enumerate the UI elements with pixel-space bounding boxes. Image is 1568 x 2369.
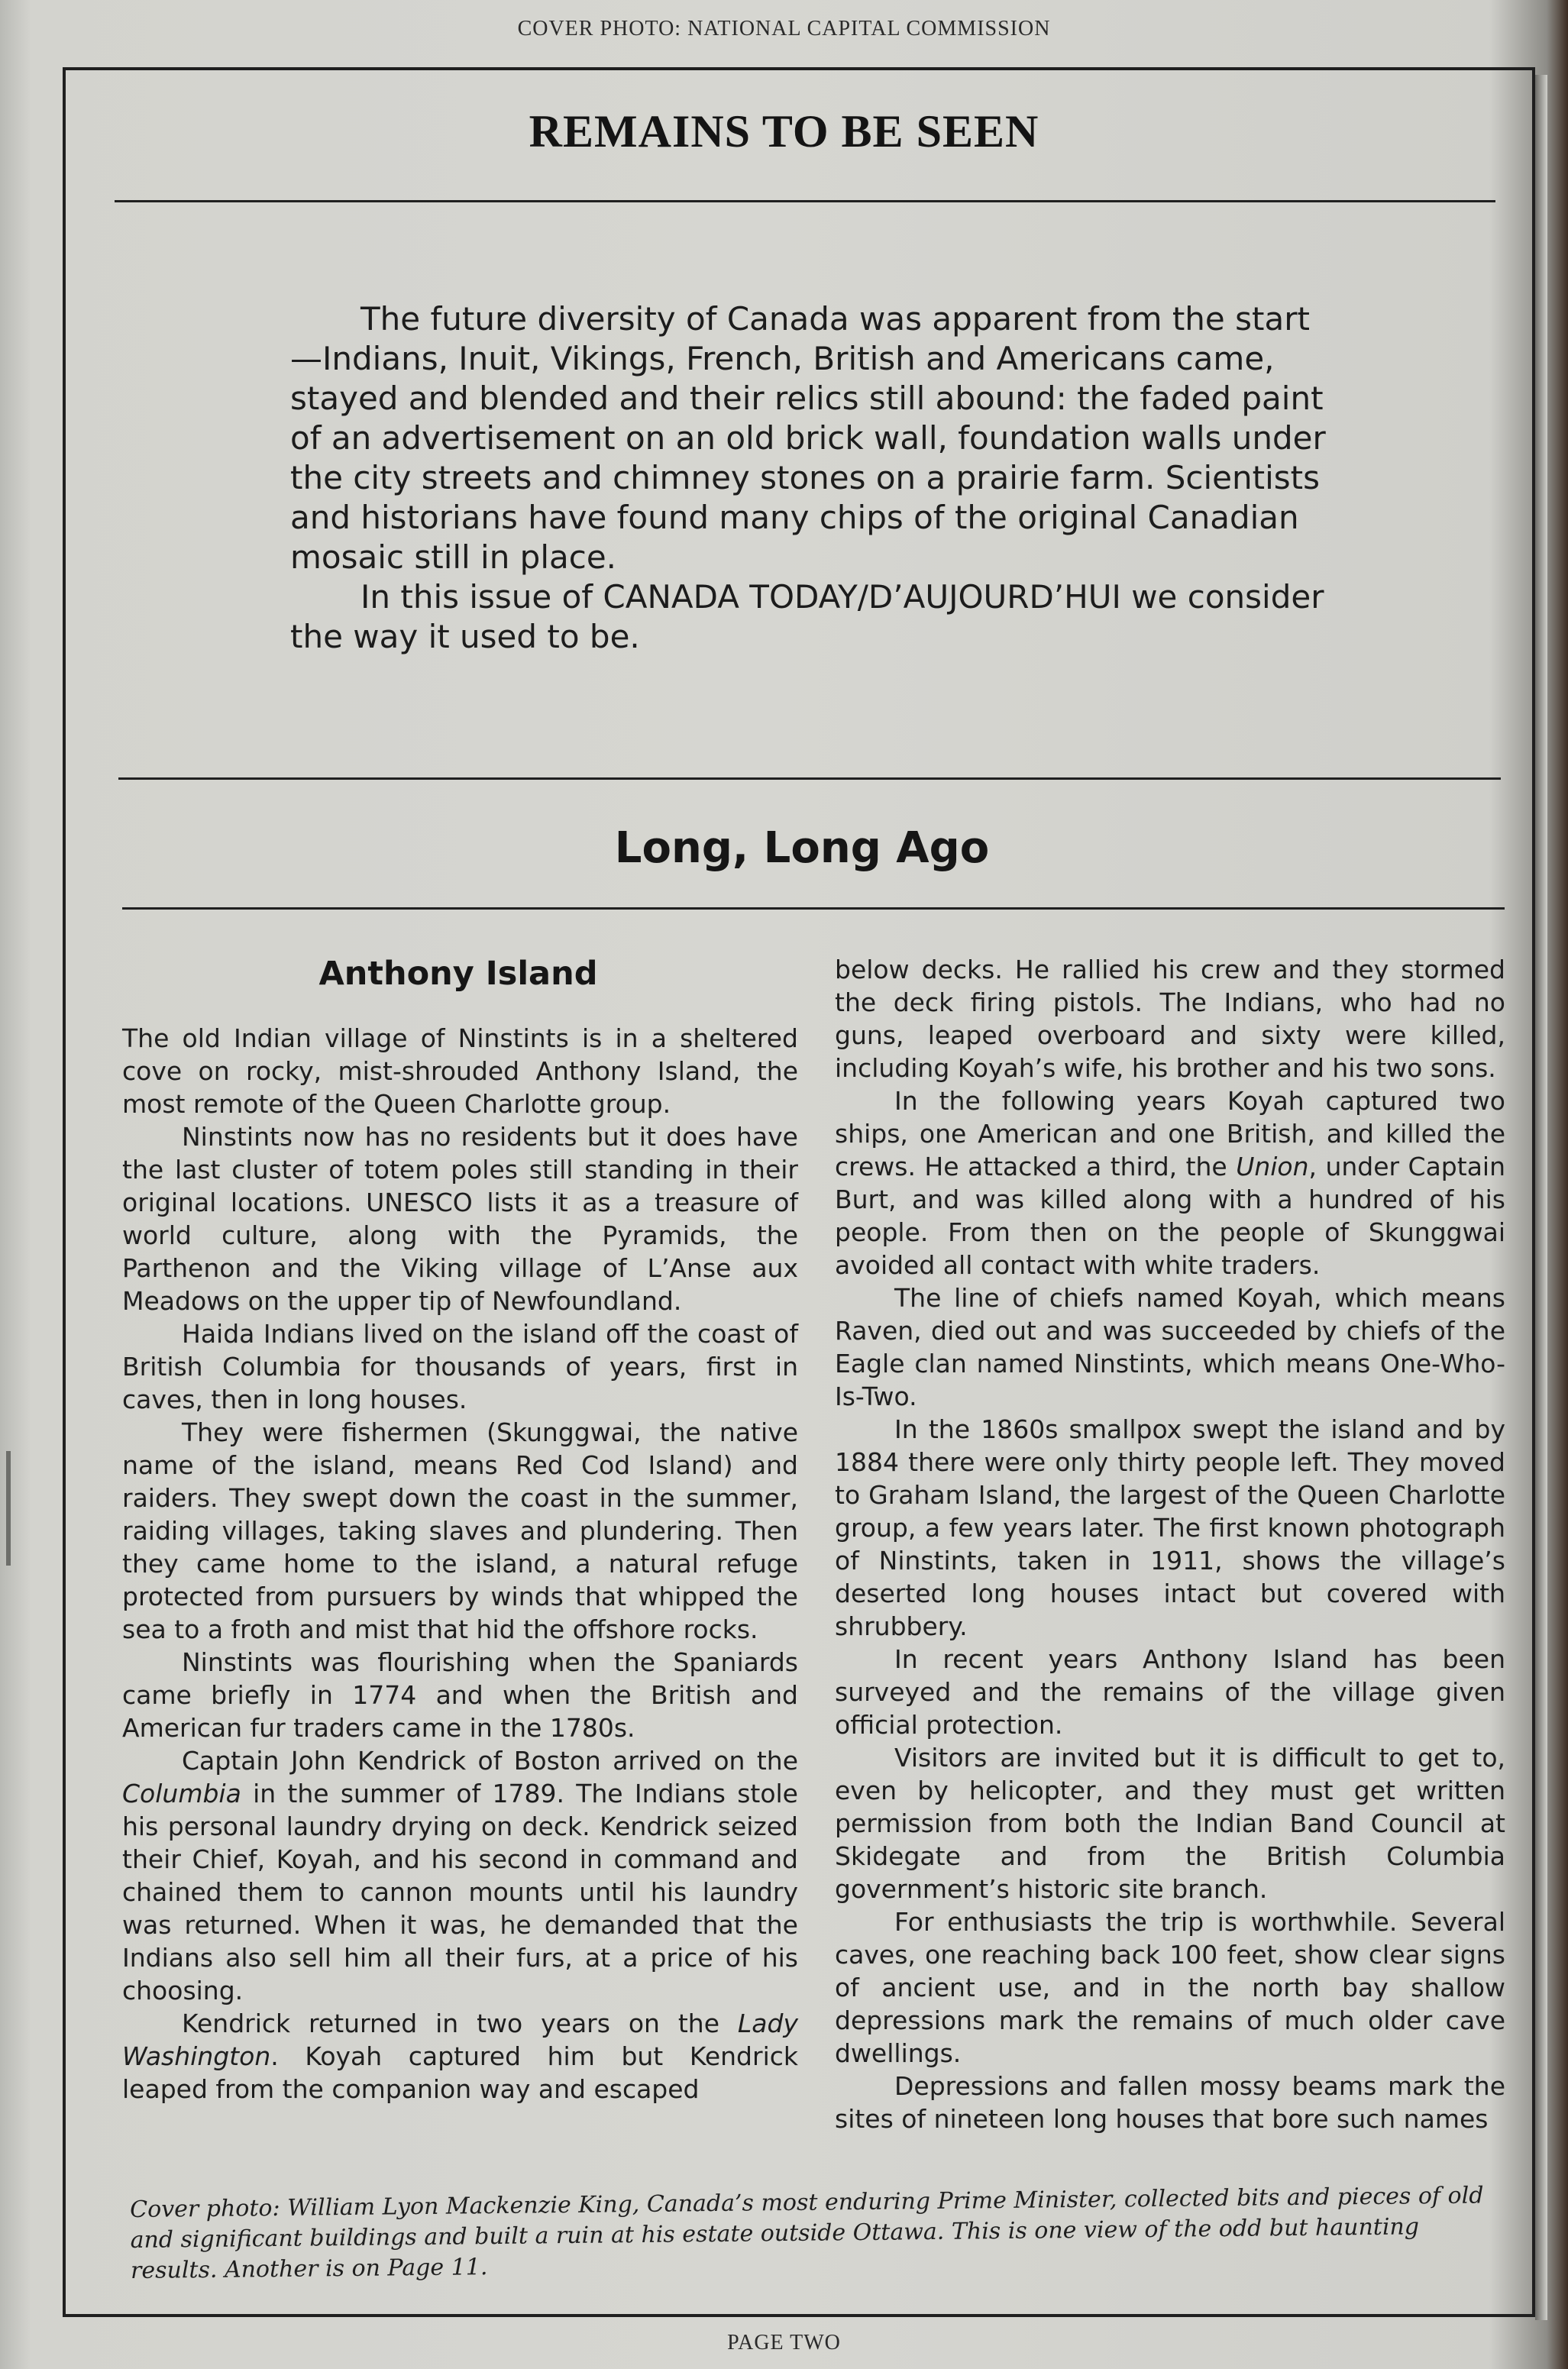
ship-name: Union [1236, 1152, 1309, 1181]
article-paragraph: The old Indian village of Ninstints is in a sheltered cove on rocky, mist-shrouded Anthony Island, the most remote of the Queen Charlotte group. [122, 1023, 798, 1119]
article-paragraph [122, 2007, 798, 2106]
article-paragraph: Haida Indians lived on the island off the coast of British Columbia for thousands of years, first in caves, then in long houses. [122, 1319, 798, 1414]
feature-title: REMAINS TO BE SEEN [529, 106, 1039, 157]
text-run: , under Captain Burt, and was killed along with a hundred of his people. From then on the people of Skunggwai avoided all contact with white traders. [835, 1152, 1505, 1280]
cover-photo-credit: COVER PHOTO: NATIONAL CAPITAL COMMISSION [517, 17, 1051, 40]
article-paragraph: For enthusiasts the trip is worthwhile. Several caves, one reaching back 100 feet, show clear signs of ancient use, and in the north bay shallow depressions mark the remains of much older cave dwellings. [835, 1907, 1505, 2068]
article-paragraph [122, 1744, 798, 2007]
text-run: In the following years Koyah captured two ships, one American and one British, and killed the crews. He attacked a third, the [835, 1086, 1505, 1181]
article-paragraph: Ninstints was flourishing when the Spaniards came briefly in 1774 and when the British and American fur traders came in the 1780s. [122, 1647, 798, 1743]
section-top-rule [118, 777, 1501, 780]
text-run: in the summer of 1789. The Indians stole his personal laundry drying on deck. Kendrick seized their Chief, Koyah, and his second in command and chained them to cannon mounts until his laundry was returned. When it was, he demanded that the Indians also sell him all their furs, at a price of his choosing. [122, 1779, 798, 2005]
article-right-column [835, 953, 1505, 2135]
title-rule [115, 200, 1495, 202]
article-left-column [122, 1022, 798, 2106]
text-run: Kendrick returned in two years on the [182, 2009, 738, 2038]
intro-paragraph: The future diversity of Canada was apparent from the start—Indians, Inuit, Vikings, French, British and Americans came, stayed and blended and their relics still abound: the faded paint of an advertisement on an old brick wall, foundation walls under the city streets and chimney stones on a prairie farm. Scientists and historians have found many chips of the original Canadian mosaic still in place. [290, 300, 1326, 576]
article-paragraph: below decks. He rallied his crew and they stormed the deck firing pistols. The Indians, who had no guns, leaped overboard and sixty were killed, including Koyah’s wife, his brother and his two sons. [835, 955, 1505, 1083]
cover-photo-caption: Cover photo: William Lyon Mackenzie King, Canada’s most enduring Prime Minister, collected bits and pieces of old and significant buildings and built a ruin at his estate outside Ottawa. This is one view of the odd but haunting results. Another is on Page 11. [130, 2182, 1484, 2284]
page-edge-shadow [1535, 75, 1547, 2320]
article-paragraph [835, 1084, 1505, 1281]
article-paragraph: Visitors are invited but it is difficult to get to, even by helicopter, and they must get written permission from both the Indian Band Council at Skidegate and from the British Columbia government’s historic site branch. [835, 1743, 1505, 1904]
ship-name: Columbia [122, 1779, 241, 1808]
article-subtitle: Anthony Island [318, 955, 598, 993]
article-paragraph: In recent years Anthony Island has been surveyed and the remains of the village given official protection. [835, 1644, 1505, 1740]
feature-intro [290, 299, 1337, 657]
ship-name: Lady Washington [122, 2009, 798, 2071]
article-paragraph: Ninstints now has no residents but it does have the last cluster of totem poles still standing in their original locations. UNESCO lists it as a treasure of world culture, along with the Pyramids, the Parthenon and the Viking village of L’Anse aux Meadows on the upper tip of Newfoundland. [122, 1122, 798, 1316]
text-run: . Koyah captured him but Kendrick leaped from the companion way and escaped [122, 2041, 798, 2104]
binding-mark [6, 1451, 11, 1566]
article-paragraph: Depressions and fallen mossy beams mark the sites of nineteen long houses that bore such names [835, 2071, 1505, 2134]
intro-paragraph: In this issue of CANADA TODAY/D’AUJOURD’HUI we consider the way it used to be. [290, 578, 1324, 655]
section-title: Long, Long Ago [614, 823, 990, 873]
text-run: Captain John Kendrick of Boston arrived on the [182, 1746, 798, 1776]
article-paragraph: In the 1860s smallpox swept the island and by 1884 there were only thirty people left. They moved to Graham Island, the largest of the Queen Charlotte group, a few years later. The first known photograph of Ninstints, taken in 1911, shows the village’s deserted long houses intact but covered with shrubbery. [835, 1414, 1505, 1641]
article-paragraph: The line of chiefs named Koyah, which means Raven, died out and was succeeded by chiefs of the Eagle clan named Ninstints, which means One-Who-Is-Two. [835, 1283, 1505, 1411]
article-paragraph: They were fishermen (Skunggwai, the native name of the island, means Red Cod Island) and raiders. They swept down the coast in the summer, raiding villages, taking slaves and plundering. Then they came home to the island, a natural refuge protected from pursuers by winds that whipped the sea to a froth and mist that hid the offshore rocks. [122, 1417, 798, 1644]
section-bottom-rule [122, 907, 1505, 910]
page-number: PAGE TWO [727, 2331, 841, 2354]
